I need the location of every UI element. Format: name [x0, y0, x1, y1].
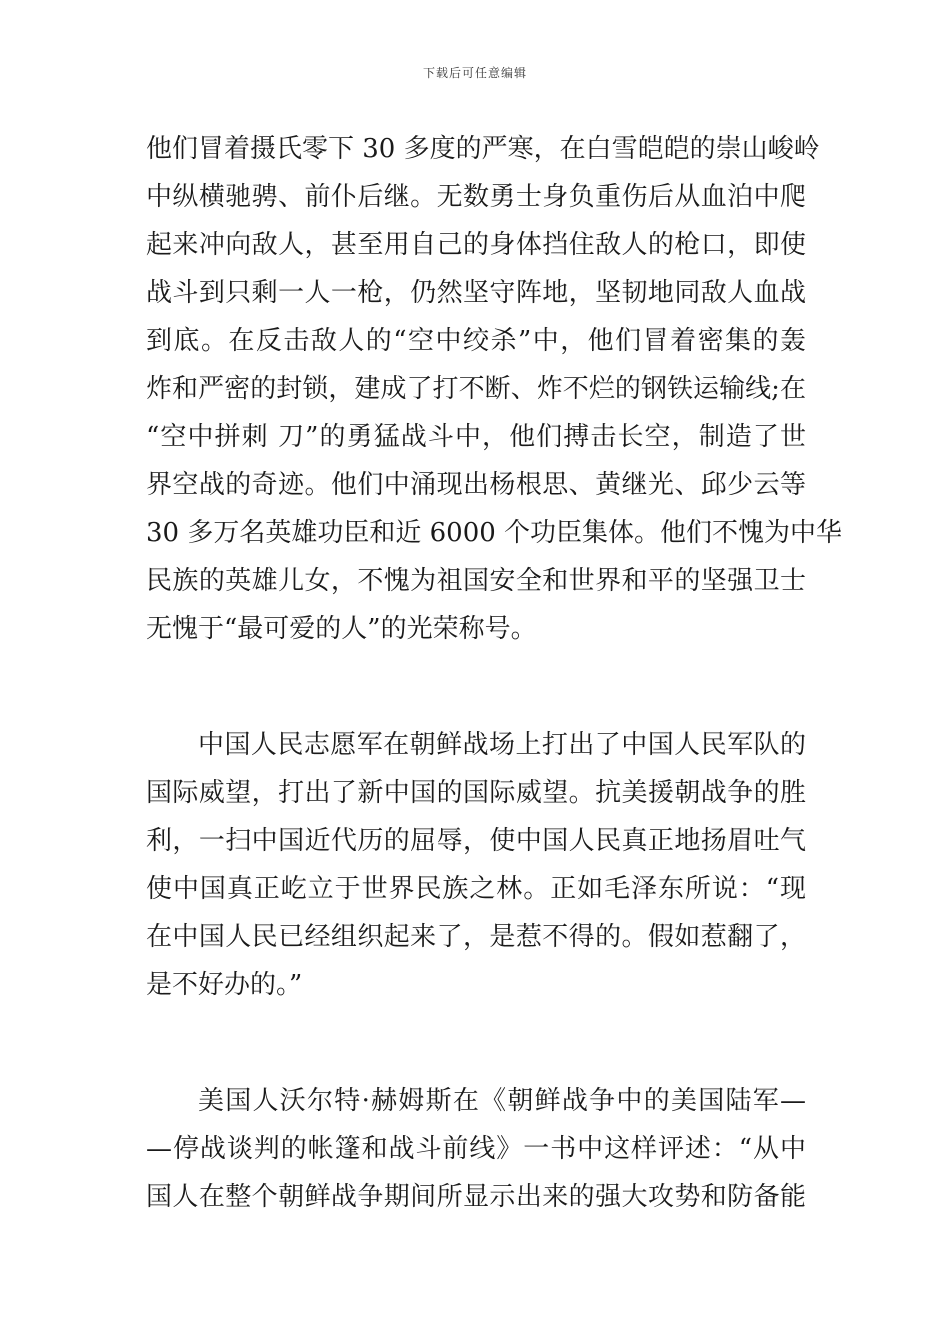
paragraph-2-line-1: 中国人民志愿军在朝鲜战场上打出了中国人民军队的: [198, 730, 806, 760]
paragraph-1-line-7: “空中拼刺 刀”的勇猛战斗中，他们搏击长空，制造了世: [146, 422, 806, 452]
paragraph-2-line-3: 利，一扫中国近代历的屈辱，使中国人民真正地扬眉吐气: [146, 826, 806, 856]
paragraph-3-line-2: —停战谈判的帐篷和战斗前线》一书中这样评述：“从中: [146, 1134, 806, 1164]
paragraph-2-line-6: 是不好办的。”: [146, 970, 303, 1000]
page-header: 下载后可任意编辑: [422, 66, 527, 80]
paragraph-1-line-2: 中纵横驰骋、前仆后继。无数勇士身负重伤后从血泊中爬: [146, 182, 806, 212]
paragraph-2-line-5: 在中国人民已经组织起来了，是惹不得的。假如惹翻了，: [146, 922, 806, 952]
paragraph-1-line-5: 到底。在反击敌人的“空中绞杀”中，他们冒着密集的轰: [146, 326, 806, 356]
paragraph-1-line-9: 30 多万名英雄功臣和近 6000 个功臣集体。他们不愧为中华: [146, 518, 843, 548]
paragraph-2-line-2: 国际威望，打出了新中国的国际威望。抗美援朝战争的胜: [146, 778, 806, 808]
paragraph-2-line-4: 使中国真正屹立于世界民族之林。正如毛泽东所说：“现: [146, 874, 806, 904]
paragraph-1-line-10: 民族的英雄儿女，不愧为祖国安全和世界和平的坚强卫士: [146, 566, 806, 596]
paragraph-3-line-1: 美国人沃尔特·赫姆斯在《朝鲜战争中的美国陆军—: [198, 1086, 806, 1116]
paragraph-1-line-6: 炸和严密的封锁，建成了打不断、炸不烂的钢铁运输线;在: [146, 374, 806, 404]
paragraph-1-line-3: 起来冲向敌人，甚至用自己的身体挡住敌人的枪口，即使: [146, 230, 806, 260]
paragraph-3-line-3: 国人在整个朝鲜战争期间所显示出来的强大攻势和防备能: [146, 1182, 806, 1212]
paragraph-1-line-11: 无愧于“最可爱的人”的光荣称号。: [146, 614, 537, 644]
paragraph-1-line-8: 界空战的奇迹。他们中涌现出杨根思、黄继光、邱少云等: [146, 470, 806, 500]
paragraph-1-line-4: 战斗到只剩一人一枪，仍然坚守阵地，坚韧地同敌人血战: [146, 278, 806, 308]
paragraph-1-line-1: 他们冒着摄氏零下 30 多度的严寒，在白雪皑皑的崇山峻岭: [146, 134, 820, 164]
